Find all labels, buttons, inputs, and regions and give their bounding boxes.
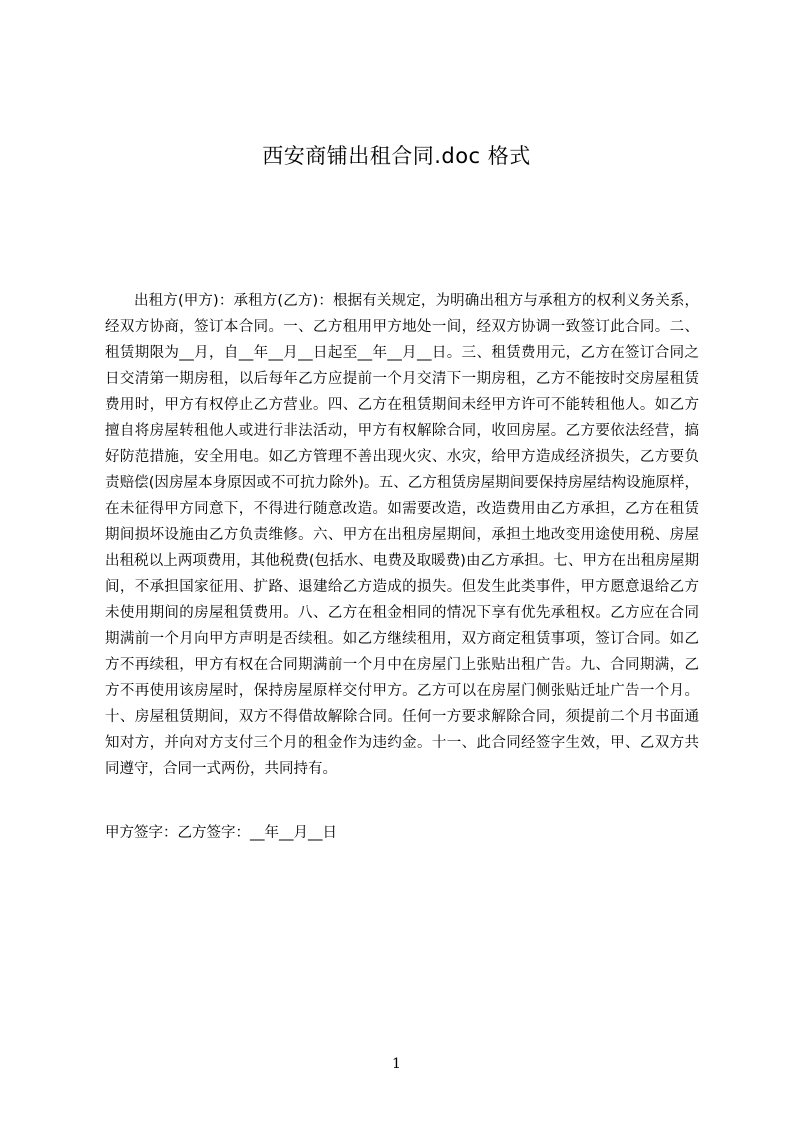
contract-body-paragraph: 出租方(甲方)：承租方(乙方)：根据有关规定，为明确出租方与承租方的权利义务关系，经双方协商，签订本合同。一、乙方租用甲方地处一间，经双方协调一致签订此合同。二、租赁期限为__月，自__年__月__日起至__年__月__日。三、租赁费用元，乙方在签订合同之日交清第一期房租，以后每年乙方应提前一个月交清下一期房租，乙方不能按时交房屋租赁费用时，甲方有权停止乙方营业。四、乙方在租赁期间未经甲方许可不能转租他人。如乙方擅自将房屋转租他人或进行非法活动，甲方有权解除合同，收回房屋。乙方要依法经营，搞好防范措施，安全用电。如乙方管理不善出现火灾、水灾，给甲方造成经济损失，乙方要负责赔偿(因房屋本身原因或不可抗力除外)。五、乙方租赁房屋期间要保持房屋结构设施原样，在未征得甲方同意下，不得进行随意改造。如需要改造，改造费用由乙方承担，乙方在租赁期间损坏设施由乙方负责维修。六、甲方在出租房屋期间，承担土地改变用途使用税、房屋出租税以上两项费用，其他税费(包括水、电费及取暖费)由乙方承担。七、甲方在出租房屋期间，不承担国家征用、扩路、退建给乙方造成的损失。但发生此类事件，甲方愿意退给乙方未使用期间的房屋租赁费用。八、乙方在租金相同的情况下享有优先承租权。乙方应在合同期满前一个月向甲方声明是否续租。如乙方继续租用，双方商定租赁事项，签订合同。如乙方不再续租，甲方有权在合同期满前一个月中在房屋门上张贴出租广告。九、合同期满，乙方不再使用该房屋时，保持房屋原样交付甲方。乙方可以在房屋门侧张贴迁址广告一个月。十、房屋租赁期间，双方不得借故解除合同。任何一方要求解除合同，须提前二个月书面通知对方，并向对方支付三个月的租金作为违约金。十一、此合同经签字生效，甲、乙双方共同遵守，合同一式两份，共同持有。 (105, 293, 699, 777)
document-title: 西安商铺出租合同.doc 格式 (262, 144, 531, 168)
signature-line: 甲方签字：乙方签字：__年__月__日 (105, 825, 337, 841)
page-number: 1 (392, 1056, 401, 1072)
